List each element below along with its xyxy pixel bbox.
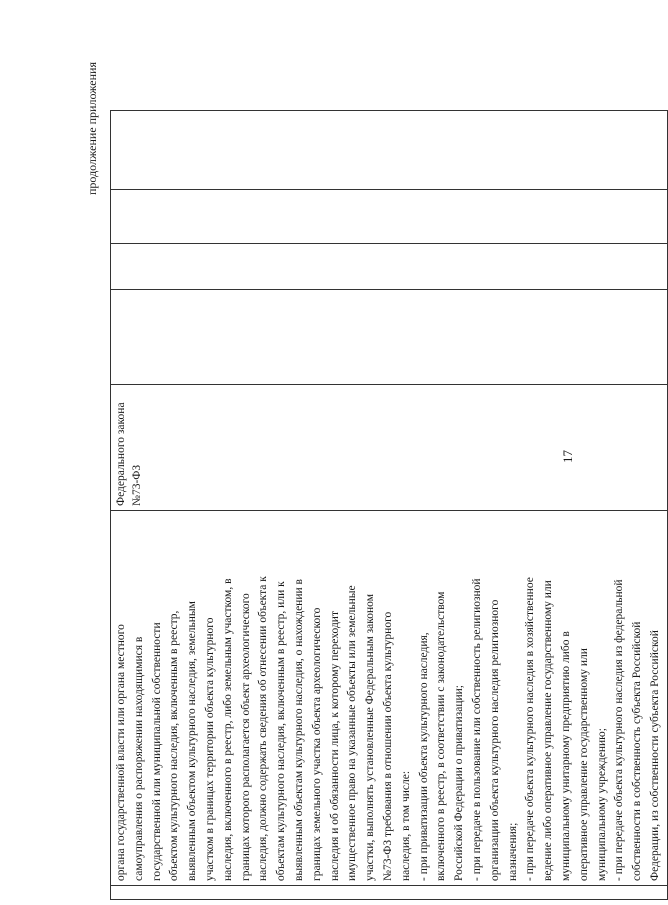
empty-cell-4 — [111, 111, 668, 190]
empty-cell-2 — [111, 244, 668, 290]
requirement-text-cell — [111, 511, 668, 886]
empty-index-cell — [111, 886, 668, 900]
requirement-text: органа государственной власти или органа местного самоуправления о распоряжении находящимися в государственной или муниципальной собственности объектом культурного наследия, включенным в реестр, выявленным объектом культурного наследия, земельным участком в границах территории объекта культурного наследия, включенного в реестр, либо земельным участком, в границах которого располагается объект археологического наследия, должно содержать сведения об отнесении объекта к объектам культурного наследия, включенным в реестр, или к выявленным объектам культурного наследия, о нахождении в границах земельного участка объекта археологического наследия и об обязанности лица, к которому переходит имущественное право на указанные объекты или земельные участки, выполнять установленные Федеральным законом №73-ФЗ требования в отношении объекта культурного наследия, в том числе: - при приватизации объекта культурного наследия, включенного в реестр, в соответствии с законодательством Российской Федерации о приватизации; - при передаче в пользование или собственность религиозной организации объекта культурного наследия религиозного назначения; - при передаче объекта культурного наследия в хозяйственное ведение либо оперативное управление государственному или муниципальному унитарному предприятию либо в оперативное управление государственному или муниципальному учреждению; - при передаче объекта культурного наследия из федеральной собственности в собственность субъекта Российской Федерации, из собственности субъекта Российской — [115, 576, 661, 881]
table-row — [111, 111, 668, 900]
empty-cell-1 — [111, 290, 668, 385]
law-reference-cell — [111, 385, 668, 511]
page-number: 17 — [560, 450, 575, 463]
empty-cell-3 — [111, 190, 668, 244]
continuation-label: продолжение приложения — [85, 62, 99, 195]
law-reference: Федерального закона №73-ФЗ — [115, 402, 143, 506]
requirements-table — [110, 110, 668, 900]
